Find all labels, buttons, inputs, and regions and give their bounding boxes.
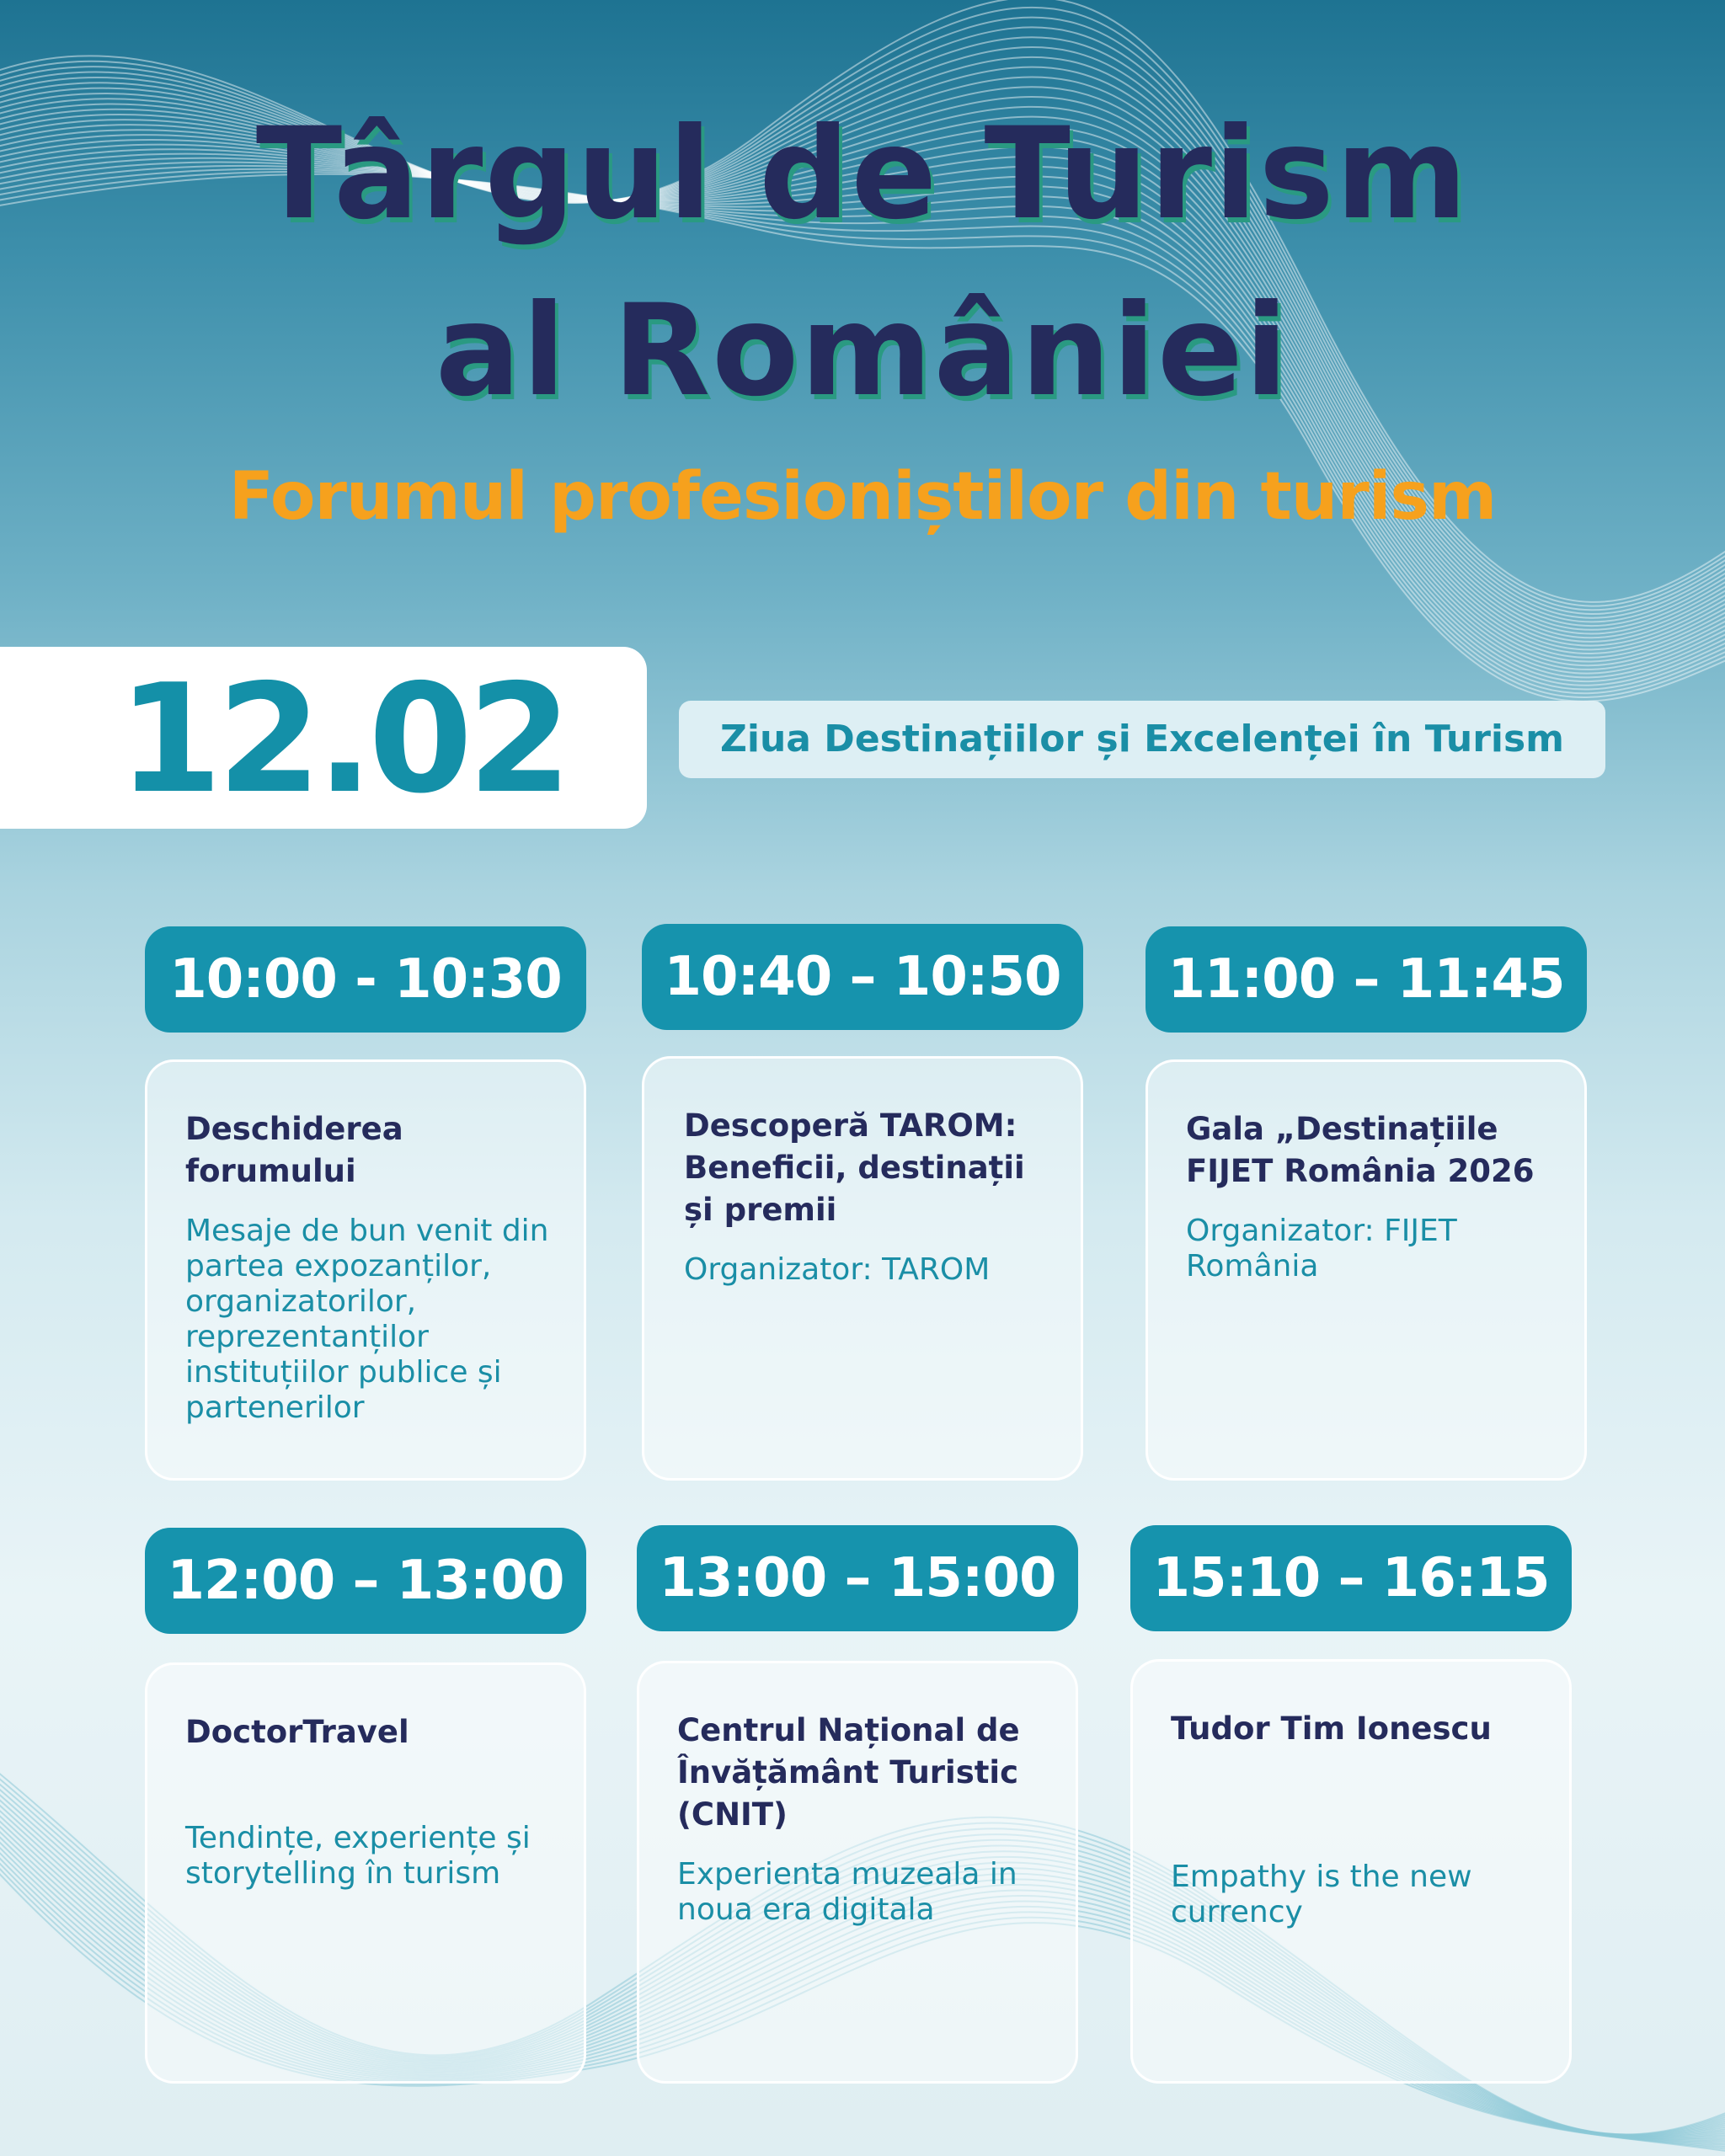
session-card [1146,1059,1587,1481]
session-title: DoctorTravel [185,1714,409,1750]
session-title: Centrul Național de Învățământ Turistic (CNIT) [677,1712,1020,1833]
session-card [145,1662,586,2084]
session-description: Empathy is the new currency [1171,1860,1472,1929]
day-name-badge: Ziua Destinațiilor și Excelenței în Turism [679,701,1605,778]
session-time-badge: 10:00 - 10:30 [145,926,586,1033]
session-time-badge: 13:00 – 15:00 [637,1525,1078,1631]
session-time-badge: 10:40 – 10:50 [642,924,1083,1030]
session-description: Organizator: FIJET România [1186,1214,1457,1283]
session-time-badge: 11:00 – 11:45 [1146,926,1587,1033]
page-title-line-2: al României [435,278,1290,424]
session-card [145,1059,586,1481]
session-description: Organizator: TAROM [684,1252,991,1287]
session-description: Tendințe, experiențe și storytelling în turism [185,1821,531,1891]
session-time-badge: 15:10 – 16:15 [1130,1525,1572,1631]
session-card [637,1661,1078,2084]
event-date: 12.02 [118,652,568,826]
session-card [1130,1659,1572,2084]
page-subtitle: Forumul profesioniștilor din turism [228,459,1497,535]
session-title: Deschiderea forumului [185,1111,403,1189]
session-title: Descoperă TAROM: Beneficii, destinații și premii [684,1107,1025,1228]
session-time-badge: 12:00 – 13:00 [145,1528,586,1634]
session-title: Tudor Tim Ionescu [1171,1710,1492,1747]
session-description: Experienta muzeala in noua era digitala [677,1857,1017,1927]
session-title: Gala „Destinațiile FIJET România 2026 [1186,1111,1535,1189]
page-title-line-1: Târgul de Turism [255,101,1470,248]
session-description: Mesaje de bun venit din partea expozanților, organizatorilor, reprezentanților instituțiilor publice și partenerilor [185,1214,549,1425]
session-card [642,1056,1083,1481]
